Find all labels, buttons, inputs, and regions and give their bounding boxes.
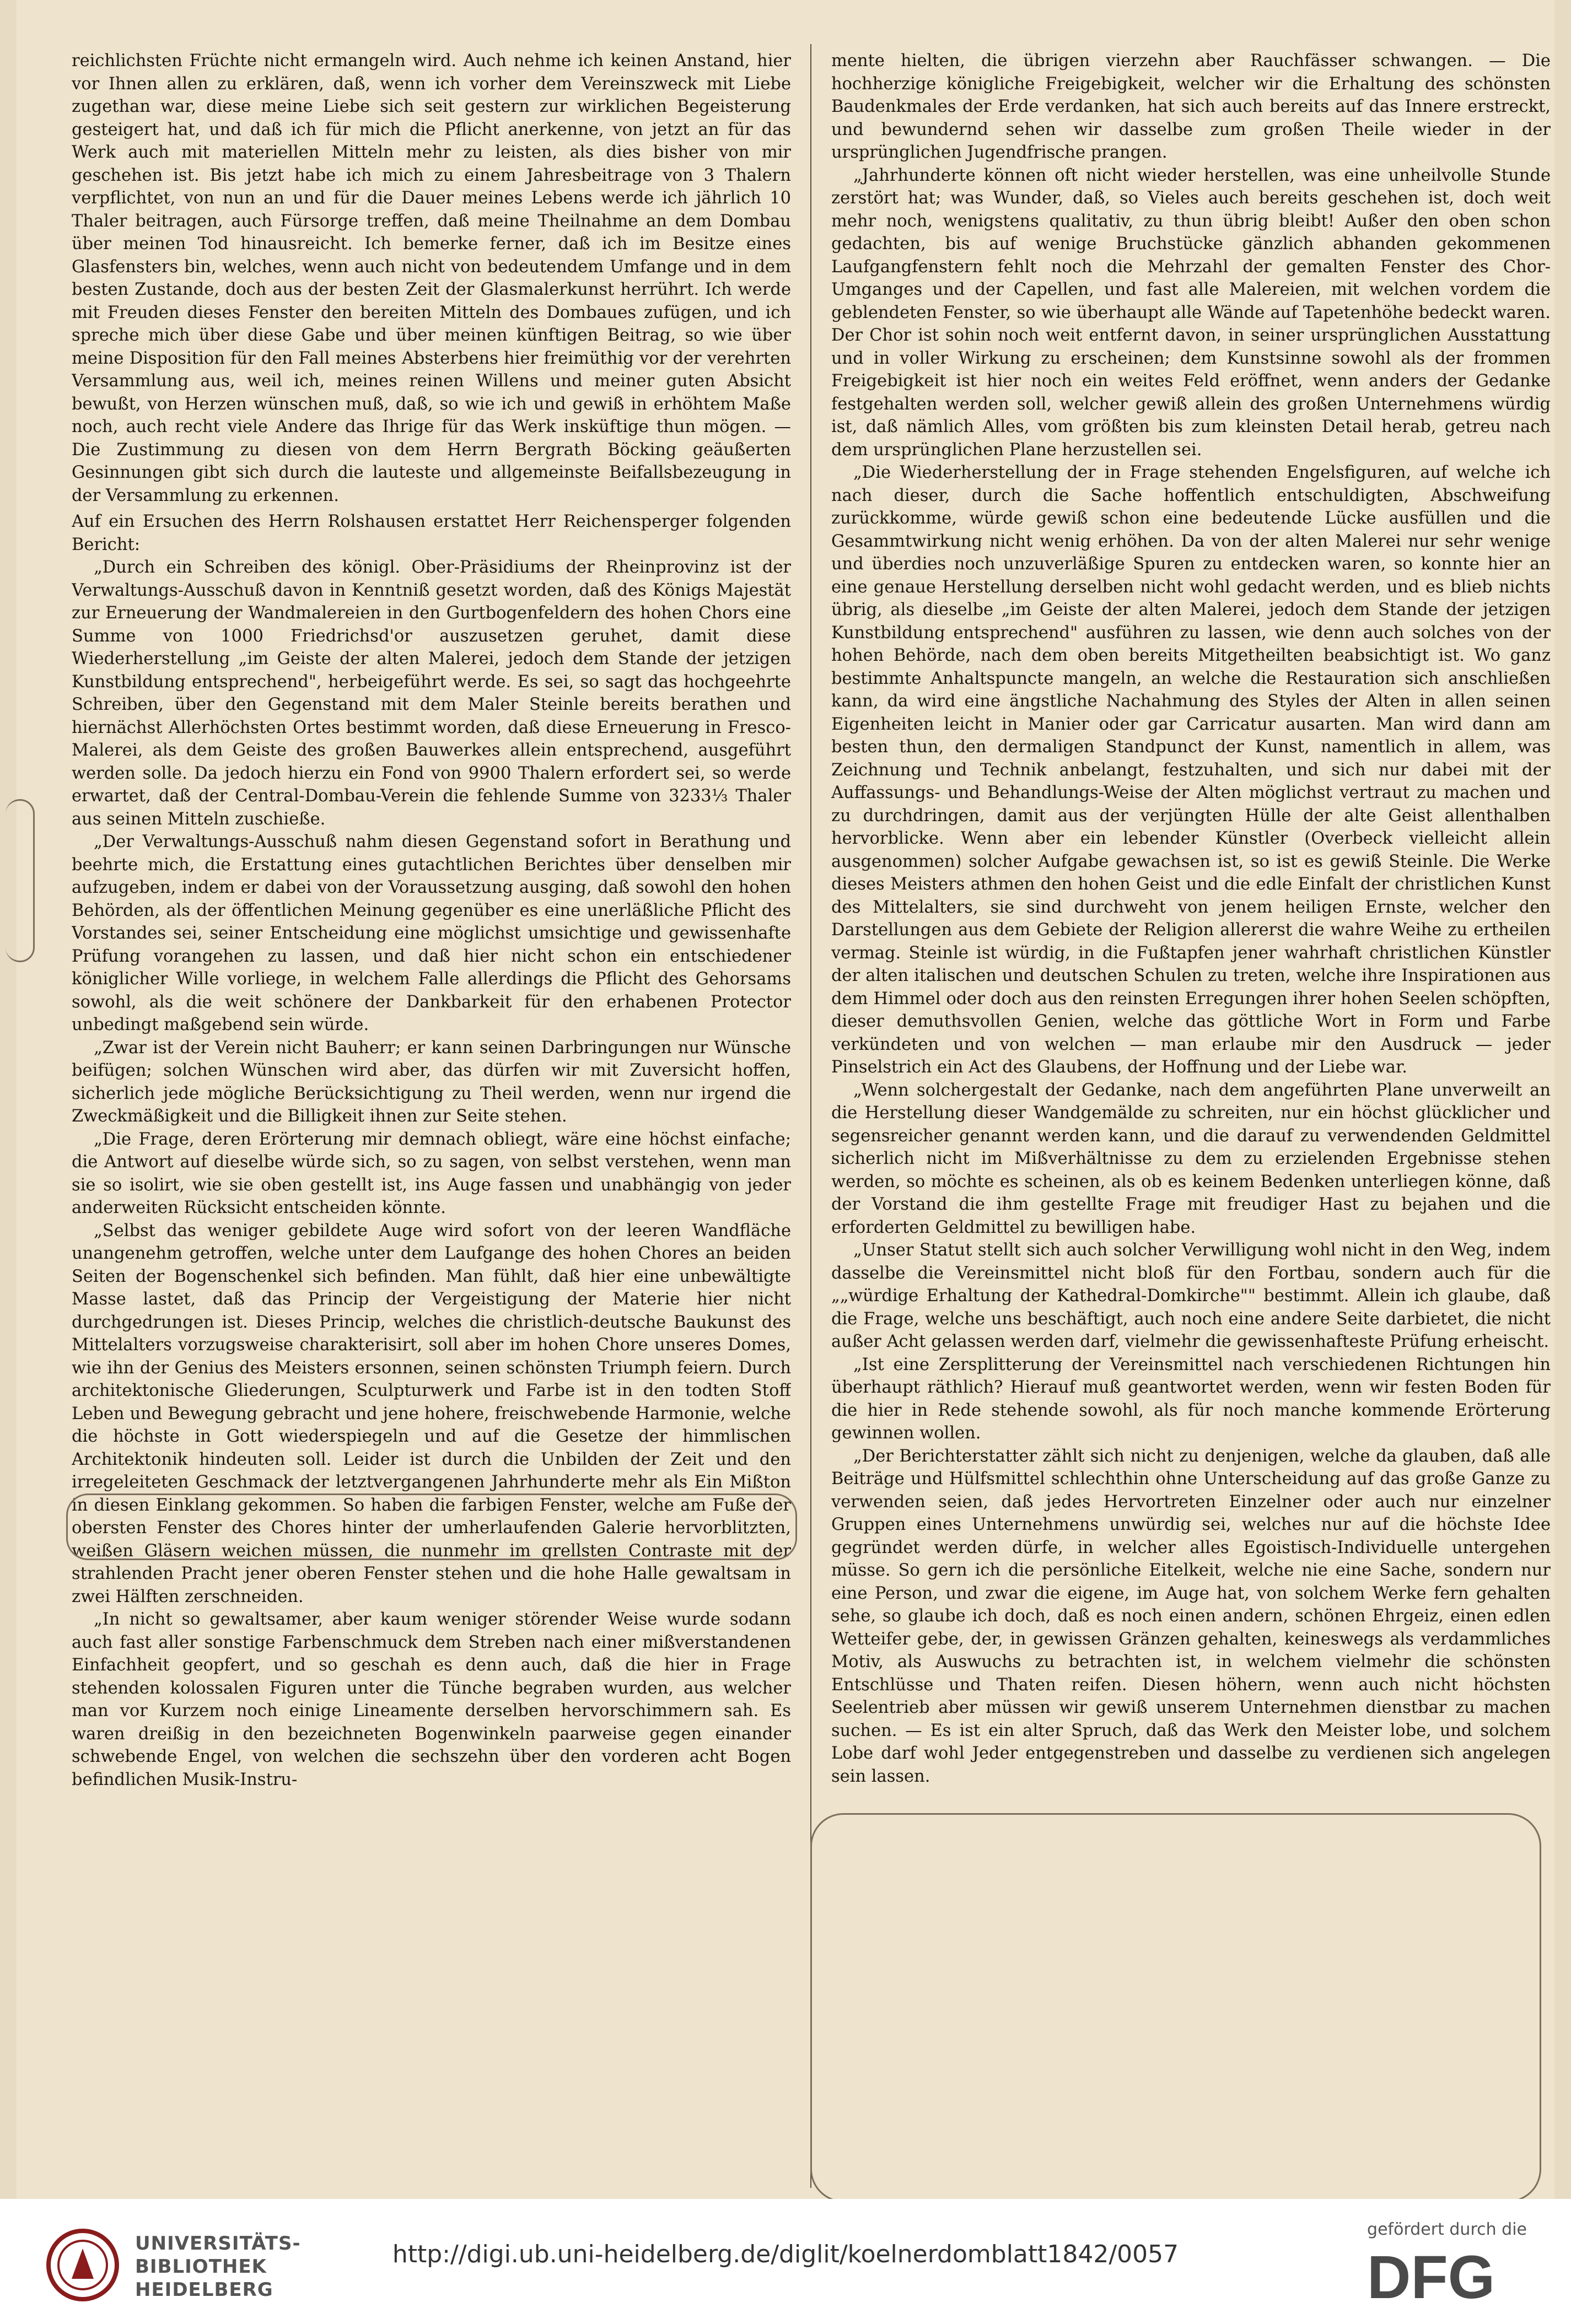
- paragraph: „Die Wiederherstellung der in Frage stehenden Engelsfiguren, auf welche ich nach dieser, durch die Sache hoffentlich entschuldigten, Abschweifung zurückkomme, würde gewiß schon eine bedeutende Lücke ausfüllen und die Gesammtwirkung nicht wenig erhöhen. Da von der alten Malerei nur sehr wenige und überdies noch unzuverläßige Spuren zu entdecken waren, so konnte hier an eine genaue Herstellung derselben nicht wohl gedacht werden, und es blieb nichts übrig, als dieselbe „im Geiste der alten Malerei, jedoch dem Stande der jetzigen Kunstbildung entsprechend" ausführen zu lassen, wie denn auch solches von der hohen Behörde, nach dem oben bereits Mitgetheilten beabsichtigt ist. Wo ganz bestimmte Anhaltspuncte mangeln, an welche die Restauration sich anschließen kann, da wird eine ängstliche Nachahmung des Styles der Alten in allen seinen Eigenheiten leicht in Manier oder gar Carricatur ausarten. Man wird dann am besten thun, den dermaligen Standpunct der Kunst, namentlich in allem, was Zeichnung und Technik anbelangt, festzuhalten, und sich nur dabei mit der Auffassungs- und Behandlungs-Weise der Alten möglichst vertraut zu machen und zu durchdringen, damit aus der verjüngten Hülle der alte Geist allenthalben hervorblicke. Wenn aber ein lebender Künstler (Overbeck vielleicht allein ausgenommen) solcher Aufgabe gewachsen ist, so ist es gewiß Steinle. Die Werke dieses Meisters athmen den hohen Geist und die edle Einfalt der christlichen Kunst des Mittelalters, sie sind durchweht von jenem heiligen Ernste, welcher den Darstellungen aus dem Gebiete der Religion allererst die wahre Weihe zu ertheilen vermag. Steinle ist würdig, in die Fußtapfen jener wahrhaft christlichen Künstler der alten italischen und deutschen Schulen zu treten, welche ihre Inspirationen aus dem Himmel oder doch aus den reinsten Erregungen ihrer hohen Seelen schöpften, dieser demuthsvollen Genien, welche das göttliche Wort in Form und Farbe verkündeten und von welchen — man erlaube mir den Ausdruck — jeder Pinselstrich ein Act des Glaubens, der Hoffnung und der Liebe war.: [831, 463, 1551, 1077]
- funding-statement: gefördert durch die: [1367, 2220, 1527, 2239]
- paragraph: Auf ein Ersuchen des Herrn Rolshausen erstattet Herr Reichensperger folgenden Bericht:: [72, 512, 791, 554]
- margin-pencil-mark: [6, 799, 35, 962]
- paragraph: mente hielten, die übrigen vierzehn aber Rauchfässer schwangen. — Die hochherzige königliche Freigebigkeit, welcher wir die Erhaltung des schönsten Baudenkmales der Erde verdanken, hat sich auch bereits auf das Innere erstreckt, und bewundernd sehen wir dasselbe zum großen Theile wieder in der ursprünglichen Jugendfrische prangen.: [831, 51, 1551, 162]
- left-text-column: [72, 50, 791, 2188]
- institution-name-line: HEIDELBERG: [135, 2279, 273, 2301]
- paragraph: „Ist eine Zersplitterung der Vereinsmittel nach verschiedenen Richtungen hin überhaupt räthlich? Hierauf muß geantwortet werden, wenn wir festen Boden für die hier in Rede stehende sowohl, als für noch manche kommende Erörterung gewinnen wollen.: [831, 1355, 1551, 1443]
- paragraph: „Wenn solchergestalt der Gedanke, nach dem angeführten Plane unverweilt an die Herstellung dieser Wandgemälde zu schreiten, nur ein höchst glücklicher und segensreicher genannt werden kann, und die darauf zu verwendenden Geldmittel sicherlich nicht im Mißverhältnisse zu dem zu erzielenden Ergebnisse stehen werden, so möchte es scheinen, als ob es keinem Bedenken unterliegen könne, daß der Vorstand die ihm gestellte Frage mit freudiger Hast zu bejahen und die erforderten Geldmittel zu bewilligen habe.: [831, 1080, 1551, 1237]
- paragraph: „In nicht so gewaltsamer, aber kaum weniger störender Weise wurde sodann auch fast aller sonstige Farbenschmuck dem Streben nach einer mißverstandenen Einfachheit geopfert, und so geschah es denn auch, daß die hier in Frage stehenden kolossalen Figuren unter die Tünche begraben wurden, aus welcher man vor Kurzem noch einige Lineamente derselben hervorschimmern sah. Es waren dreißig in den bezeichneten Bogenwinkeln paarweise gegen einander schwebende Engel, von welchen die sechszehn über den vorderen acht Bogen befindlichen Musik-Instru-: [72, 1610, 791, 1789]
- paragraph: „Selbst das weniger gebildete Auge wird sofort von der leeren Wandfläche unangenehm getroffen, welche unter dem Laufgange des hohen Chores an beiden Seiten der Bogenschenkel sich befinden. Man fühlt, daß hier eine unbewältigte Masse lastet, daß das Princip der Vergeistigung der Materie hier nicht durchgedrungen ist. Dieses Princip, welches die christlich-deutsche Baukunst des Mittelalters vorzugsweise charakterisirt, soll aber im hohen Chore unseres Domes, wie ihn der Genius des Meisters ersonnen, seinen schönsten Triumph feiern. Durch architektonische Gliederungen, Sculpturwerk und Farbe ist in den todten Stoff Leben und Bewegung gebracht und jene hohere, freischwebende Harmonie, welche die höchste in Gott wiederspiegeln und auf die Gesetze der himmlischen Architektonik hindeuten soll. Leider ist durch die Unbilden der Zeit und den irregeleiteten Geschmack der letztvergangenen Jahrhunderte mehr als Ein Mißton in diesen Einklang gekommen. So haben die farbigen Fenster, welche am Fuße der obersten Fenster des Chores hinter der umherlaufenden Galerie hervorblitzten, weißen Gläsern weichen müssen, die nunmehr im grellsten Contraste mit der strahlenden Pracht jener oberen Fenster stehen und die hohe Halle gewaltsam in zwei Hälften zerschneiden.: [72, 1221, 791, 1606]
- paragraph: „Zwar ist der Verein nicht Bauherr; er kann seinen Darbringungen nur Wünsche beifügen; solchen Wünschen wird aber, das dürfen wir mit Zuversicht hoffen, sicherlich jede mögliche Berücksichtigung zu Theil werden, wenn nur irgend die Zweckmäßigkeit und die Billigkeit ihnen zur Seite stehen.: [72, 1038, 791, 1126]
- paragraph: „Der Berichterstatter zählt sich nicht zu denjenigen, welche da glauben, daß alle Beiträge und Hülfsmittel schlechthin ohne Unterscheidung auf das große Ganze zu verwenden seien, daß jedes Hervortreten Einzelner oder auch nur einzelner Gruppen eines Unternehmens unwürdig sei, welches nur auf die höchste Idee gegründet werden dürfe, in welcher alles Egoistisch-Individuelle untergehen müsse. So gern ich die persönliche Eitelkeit, welche nie eine Sache, sondern nur eine Person, und zwar die eigene, im Auge hat, von solchem Werke fern gehalten sehe, so glaube ich doch, daß es noch einen andern, schönen Ehrgeiz, einen edlen Wetteifer gebe, der, in gewissen Gränzen gehalten, keineswegs als verdammliches Motiv, als Auswuchs zu betrachten ist, in welchem vielmehr die schönsten Entschlüsse und Thaten reifen. Diesen höhern, wenn auch nicht höchsten Seelentrieb aber müssen wir gewiß unserem Unternehmen dienstbar zu machen suchen. — Es ist ein alter Spruch, daß das Werk den Meister lobe, und solchem Lobe darf wohl Jeder entgegenstreben und dasselbe zu verdienen sich angelegen sein lassen.: [831, 1446, 1551, 1786]
- paragraph: „Der Verwaltungs-Ausschuß nahm diesen Gegenstand sofort in Berathung und beehrte mich, die Erstattung eines gutachtlichen Berichtes über denselben mir aufzugeben, indem er dabei von der Voraussetzung ausging, daß sowohl den hohen Behörden, als der öffentlichen Meinung gegenüber es eine unerläßliche Pflicht des Vorstandes sei, seiner Entscheidung eine möglichst umsichtige und gewissenhafte Prüfung vorangehen zu lassen, und daß hier nicht schon ein entschiedener königlicher Wille vorliege, in welchem Falle allerdings die Pflicht des Gehorsams sowohl, als die weit schönere der Dankbarkeit für den erhabenen Protector unbedingt maßgebend sein würde.: [72, 832, 791, 1034]
- institution-name-line: BIBLIOTHEK: [135, 2256, 267, 2278]
- paragraph: „Die Frage, deren Erörterung mir demnach obliegt, wäre eine höchst einfache; die Antwort auf dieselbe würde sich, so zu sagen, von selbst verstehen, wenn man sie so isolirt, wie sie oben gestellt ist, ins Auge fassen und unabhängig von jeder anderweiten Rücksicht entscheiden könnte.: [72, 1129, 791, 1217]
- viewer-footer: [0, 2199, 1571, 2324]
- margin-pencil-mark: [66, 1493, 797, 1560]
- permalink-url[interactable]: http://digi.ub.uni-heidelberg.de/diglit/koelnerdomblatt1842/0057: [392, 2240, 1179, 2268]
- institution-name-line: UNIVERSITÄTS-: [135, 2233, 301, 2255]
- dfg-logo: [1367, 2248, 1527, 2304]
- paragraph: „Unser Statut stellt sich auch solcher Verwilligung wohl nicht in den Weg, indem dasselbe die Vereinsmittel nicht bloß für den Fortbau, sondern auch für die „„würdige Erhaltung der Kathedral-Domkirche"" bestimmt. Allein ich glaube, daß die Frage, welche uns beschäftigt, auch noch eine andere Seite darbietet, die nicht außer Acht gelassen werden darf, vielmehr die gewissenhafteste Prüfung erheischt.: [831, 1241, 1551, 1351]
- margin-pencil-mark: [810, 1813, 1541, 2199]
- paragraph: „Durch ein Schreiben des königl. Ober-Präsidiums der Rheinprovinz ist der Verwaltungs-Ausschuß davon in Kenntniß gesetzt worden, daß des Königs Majestät zur Erneuerung der Wandmalereien in den Gurtbogenfeldern des hohen Chors eine Summe von 1000 Friedrichsd'or auszusetzen geruhet, damit diese Wiederherstellung „im Geiste der alten Malerei, jedoch dem Stande der jetzigen Kunstbildung entsprechend", herbeigeführt werde. Es sei, so sagt das hochgeehrte Schreiben, über den Gegenstand mit dem Maler Steinle bereits berathen und hiernächst Allerhöchsten Ortes bestimmt worden, daß diese Erneuerung in Fresco-Malerei, als dem Geiste des großen Bauwerkes allein entsprechend, ausgeführt werden solle. Da jedoch hierzu ein Fond von 9900 Thalern erfordert sei, so werde erwartet, daß der Central-Dombau-Verein die fehlende Summe von 3233⅓ Thaler aus seinen Mitteln zuschieße.: [72, 558, 791, 829]
- dfg-logo-text: DFG: [1367, 2248, 1495, 2304]
- paper-sheet: [17, 0, 1554, 2199]
- paragraph: reichlichsten Früchte nicht ermangeln wird. Auch nehme ich keinen Anstand, hier vor Ihnen allen zu erklären, daß, wenn ich vorher dem Vereinszweck mit Liebe zugethan war, diese meine Liebe sich seit gestern zur wirklichen Begeisterung gesteigert hat, und daß ich für mich die Pflicht anerkenne, von jetzt an für das Werk auch mit materiellen Mitteln mehr zu leisten, als dies bisher von mir geschehen ist. Bis jetzt habe ich mich zu einem Jahresbeitrage von 3 Thalern verpflichtet, von nun an und für die Dauer meines Lebens werde ich jährlich 10 Thaler beitragen, auch Fürsorge treffen, daß meine Theilnahme an dem Dombau über meinen Tod hinausreicht. Ich bemerke ferner, daß ich im Besitze eines Glasfensters bin, welches, wenn auch nicht von bedeutendem Umfange und in dem besten Zustande, doch aus der besten Zeit der Glasmalerkunst herrührt. Ich werde mit Freuden dieses Fenster den bereiten Mitteln des Dombaues zufügen, und ich spreche mich über diese Gabe und über meinen künftigen Beitrag, so wie über meine Disposition für den Fall meines Absterbens hier freimüthig vor der verehrten Versammlung aus, weil ich, meines reinen Willens und meiner guten Absicht bewußt, von Herzen wünschen muß, daß, so wie ich und gewiß in erhöhtem Maße noch, auch recht viele Andere das Ihrige für das Werk insküftige thun mögen. — Die Zustimmung zu diesen von dem Herrn Bergrath Böcking geäußerten Gesinnungen gibt sich durch die lauteste und allgemeinste Beifallsbezeugung in der Versammlung zu erkennen.: [72, 51, 791, 505]
- paragraph: „Jahrhunderte können oft nicht wieder herstellen, was eine unheilvolle Stunde zerstört hat; was Wunder, daß, so Vieles auch bereits geschehen ist, doch weit mehr noch, wenigstens qualitativ, zu thun übrig bleibt! Außer den oben schon gedachten, bis auf wenige Bruchstücke gänzlich abhanden gekommenen Laufgangfenstern fehlt noch die Mehrzahl der gemalten Fenster des Chor-Umganges und der Capellen, und fast alle Malereien, mit welchen vordem die geblendeten Fenster, so wie überhaupt alle Wände auf Tapetenhöhe bedeckt waren. Der Chor ist sohin noch weit entfernt davon, in seiner ursprünglichen Ausstattung und in voller Wirkung zu erscheinen; dem Kunstsinne sowohl als der frommen Freigebigkeit ist hier noch ein weites Feld eröffnet, wenn anders der Gedanke festgehalten werden soll, welcher gewiß allein des großen Unternehmens würdig ist, daß nämlich Alles, vom größten bis zum kleinsten Detail herab, getreu nach dem ursprünglichen Plane herzustellen sei.: [831, 165, 1551, 460]
